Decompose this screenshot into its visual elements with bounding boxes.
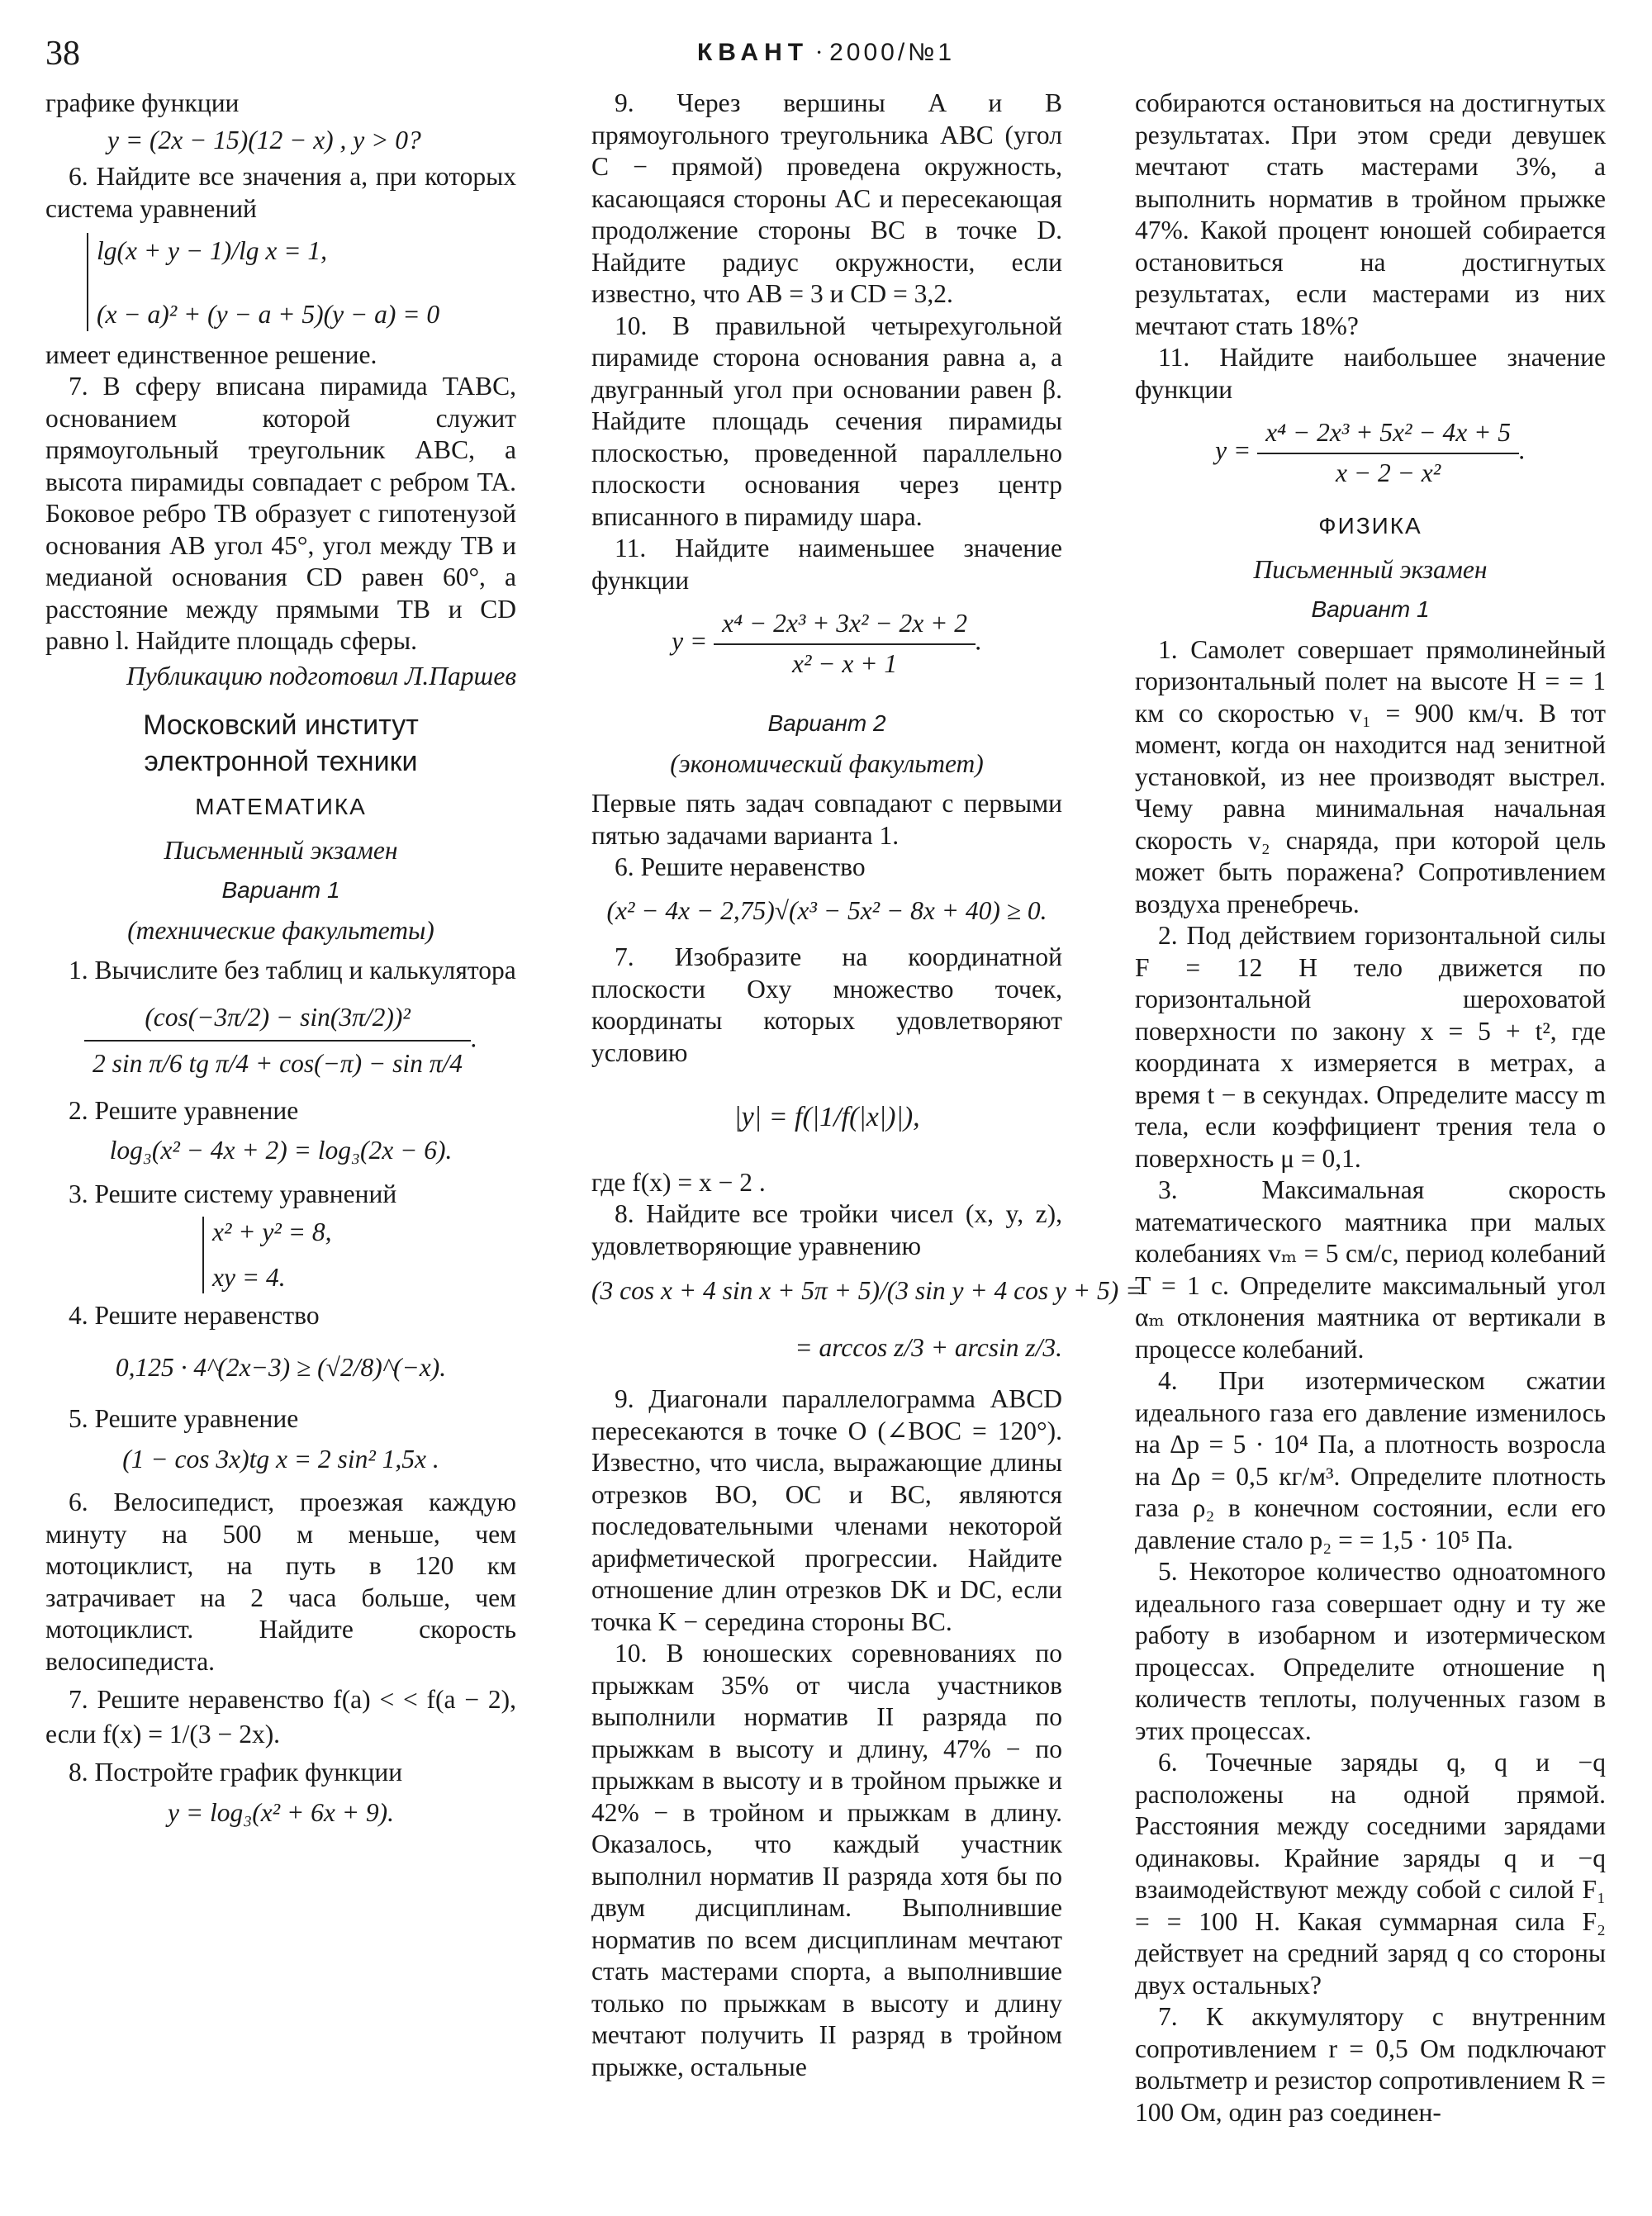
column-2 bbox=[591, 88, 1143, 2083]
variant-heading: Вариант 1 bbox=[221, 877, 340, 903]
numerator: x⁴ − 2x³ + 5x² − 4x + 5 bbox=[1257, 414, 1519, 454]
journal-name: КВАНТ bbox=[696, 39, 809, 66]
formula: (x² − 4x − 2,75)√(x³ − 5x² − 8x + 40) ≥ 0. bbox=[606, 895, 1047, 925]
column-3 bbox=[1135, 88, 1606, 2128]
text: Первые пять задач совпадают с первыми пятью задачами варианта 1. bbox=[591, 789, 1062, 850]
problem-6c: 6. Решите неравенство bbox=[615, 852, 866, 881]
journal-issue: 2000/№1 bbox=[829, 39, 956, 66]
exam-heading: Письменный экзамен bbox=[164, 835, 398, 865]
denominator: 2 sin π/6 tg π/4 + cos(−π) − sin π/4 bbox=[93, 1049, 463, 1078]
formula-system bbox=[202, 1217, 516, 1293]
problem-10: 10. В правильной четырехугольной пирамиде сторона основания равна a, а двугранный угол при основании равен β. Найдите площадь сечения пирамиды плоскостью, проведенной параллельно плоскости основания через центр вписанного в пирамиду шара. bbox=[591, 311, 1062, 531]
problem-9: 9. Через вершины A и B прямоугольного треугольника ABC (угол C − прямой) проведена окружность, касающаяся стороны AC и пересекающая продолжение стороны BC в точке D. Найдите радиус окружности, если известно, что AB = 3 и CD = 3,2. bbox=[591, 88, 1062, 308]
problem-9c: 9. Диагонали параллелограмма ABCD пересекаются в точке O (∠BOC = 120°). Известно, что числа, выражающие длины отрезков BO, OC и BC, являются последовательными членами некоторой арифметической прогрессии. Найдите отношение длин отрезков DK и DC, если точка K − середина стороны BC. bbox=[591, 1384, 1062, 1636]
denominator: x² − x + 1 bbox=[791, 648, 898, 678]
formula: log₃(x² − 4x + 2) = log₃(2x − 6). bbox=[109, 1136, 453, 1165]
problem-11d: 11. Найдите наибольшее значение функции bbox=[1135, 343, 1606, 404]
formula: xy = 4. bbox=[212, 1262, 286, 1292]
formula-fraction: $\frac{\text{(cos(−3π/2) − sin(3π/2))²}}{\text{2 sin π/6 tg π/4 + cos(−π) − sin π/4}}$ . bbox=[45, 995, 516, 1087]
text: графике функции bbox=[45, 88, 240, 117]
formula: (1 − cos 3x)tg x = 2 sin² 1,5x . bbox=[122, 1444, 439, 1473]
problem-4: 4. Решите неравенство bbox=[69, 1301, 320, 1330]
formula-system bbox=[87, 233, 516, 331]
physics-problem-6: 6. Точечные заряды q, q и −q расположены на одной прямой. Расстояния между соседними зарядами одинаковы. Крайние заряды q и −q взаимодействуют между собой с силой F₁ = = 100 Н. Какая суммарная сила F₂ действует на средний заряд q со стороны двух остальных? bbox=[1135, 1748, 1606, 2000]
formula: 0,125 · 4^(2x−3) ≥ (√2/8)^(−x). bbox=[115, 1352, 447, 1382]
denominator: x − 2 − x² bbox=[1335, 458, 1441, 487]
problem-6: 6. Найдите все значения a, при которых система уравнений bbox=[45, 162, 516, 223]
formula: (3 cos x + 4 sin x + 5π + 5)/(3 sin y + 4 cos y + 5) = bbox=[591, 1276, 1143, 1305]
formula-fraction: y = $\frac{\text{x⁴ − 2x³ + 3x² − 2x + 2}}{\text{x² − x + 1}}$ . bbox=[591, 605, 1062, 683]
physics-problem-5: 5. Некоторое количество одноатомного идеального газа совершает одну и ту же работу в изобарном и изотермическом процессах. Определите отношение η количеств теплоты, полученных газом в этих процессах. bbox=[1135, 1557, 1606, 1745]
numerator: x⁴ − 2x³ + 3x² − 2x + 2 bbox=[714, 605, 976, 645]
formula: lg(x + y − 1)/lg x = 1, bbox=[97, 236, 327, 265]
physics-problem-1: 1. Самолет совершает прямолинейный горизонтальный полет на высоте H = = 1 км со скоростью v₁ = 900 км/ч. В тот момент, когда он находится над зенитной установкой, из нее производят выстрел. Чему равна минимальная начальная скорость v₂ снаряда, при которой цель может быть поражена? Сопротивлением воздуха пренебречь. bbox=[1135, 634, 1606, 918]
problem-6b: 6. Велосипедист, проезжая каждую минуту на 500 м меньше, чем мотоциклист, на путь в 120 км затрачивает на 2 часа больше, чем мотоциклист. Найдите скорость велосипедиста. bbox=[45, 1488, 516, 1676]
problem-10c: 10. В юношеских соревнованиях по прыжкам 35% от числа участников выполнили норматив II разряда по прыжкам в высоту и длину, 47% − по прыжкам в высоту и в тройном прыжке и 42% − в тройном и прыжкам в длину. Оказалось, что каждый участник выполнил норматив II разряда хотя бы по двум дисциплинам. Выполнившие норматив по всем дисциплинам мечтают стать мастерами спорта, а выполнившие только по прыжкам в высоту и длину мечтают получить II разряд в тройном прыжке, остальные bbox=[591, 1639, 1062, 2081]
formula-fraction: y = $\frac{\text{x⁴ − 2x³ + 5x² − 4x + 5}}{\text{x − 2 − x²}}$ . bbox=[1135, 414, 1606, 492]
problem-11: 11. Найдите наименьшее значение функции bbox=[591, 534, 1062, 595]
text: собираются остановиться на достигнутых результатах. При этом среди девушек мечтают стать мастерами 3%, а выполнить норматив в тройном прыжке 47%. Какой процент юношей собирается остановиться на достигнутых результатах, если мастерами из них мечтают стать 18%? bbox=[1135, 88, 1606, 340]
formula: y = log₃(x² + 6x + 9). bbox=[168, 1797, 394, 1827]
text: где f(x) = x − 2 . bbox=[591, 1167, 766, 1197]
subject-heading: МАТЕМАТИКА bbox=[195, 794, 367, 819]
exam-heading: Письменный экзамен bbox=[1253, 554, 1488, 584]
institute-title bbox=[45, 707, 516, 780]
physics-problem-7: 7. К аккумулятору с внутренним сопротивлением r = 0,5 Ом подключают вольтметр и резистор сопротивлением R = 100 Ом, один раз соединен- bbox=[1135, 2002, 1606, 2127]
institute-line: электронной техники bbox=[144, 746, 418, 777]
credit: Публикацию подготовил Л.Паршев bbox=[126, 661, 516, 690]
formula: x² + y² = 8, bbox=[212, 1217, 332, 1246]
text: имеет единственное решение. bbox=[45, 339, 377, 369]
numerator: (cos(−3π/2) − sin(3π/2))² bbox=[84, 995, 471, 1042]
column-1 bbox=[45, 88, 516, 1837]
faculty-heading: (экономический факультет) bbox=[670, 748, 984, 778]
variant-heading: Вариант 1 bbox=[1311, 596, 1430, 622]
problem-2: 2. Решите уравнение bbox=[69, 1095, 299, 1125]
problem-8: 8. Постройте график функции bbox=[69, 1758, 403, 1787]
institute-line: Московский институт bbox=[143, 709, 419, 741]
formula: (x − a)² + (y − a + 5)(y − a) = 0 bbox=[97, 300, 440, 329]
problem-1: 1. Вычислите без таблиц и калькулятора bbox=[69, 956, 516, 985]
problem-8c: 8. Найдите все тройки чисел (x, y, z), удовлетворяющие уравнению bbox=[591, 1199, 1062, 1260]
problem-3: 3. Решите систему уравнений bbox=[69, 1179, 397, 1208]
formula: = arccos z/3 + arcsin z/3. bbox=[795, 1332, 1062, 1362]
formula: y = (2x − 15)(12 − x) , y > 0? bbox=[107, 125, 421, 154]
problem-7b: 7. Решите неравенство f(a) < < f(a − 2), если f(x) = 1/(3 − 2x). bbox=[45, 1685, 516, 1749]
problem-5: 5. Решите уравнение bbox=[69, 1404, 299, 1433]
page-number: 38 bbox=[45, 35, 80, 73]
physics-problem-2: 2. Под действием горизонтальной силы F = 12 Н тело движется по горизонтальной шероховатой поверхности по закону x = 5 + t², где координата x измеряется в метрах, а время t − в секундах. Определите массу m тела, если коэффициент трения тела о поверхность μ = 0,1. bbox=[1135, 921, 1606, 1173]
variant-heading: Вариант 2 bbox=[767, 710, 886, 736]
problem-7c: 7. Изобразите на координатной плоскости Oxy множество точек, координаты которых удовлетворяют условию bbox=[591, 942, 1062, 1067]
subject-heading: ФИЗИКА bbox=[1318, 513, 1422, 539]
physics-problem-4: 4. При изотермическом сжатии идеального газа его давление изменилось на Δp = 5 · 10⁴ Па, а плотность возросла на Δρ = 0,5 кг/м³. Определите плотность газа ρ₂ в конечном состоянии, если его давление стало p₂ = = 1,5 · 10⁵ Па. bbox=[1135, 1366, 1606, 1554]
faculty-heading: (технические факультеты) bbox=[127, 915, 434, 945]
journal-title: КВАНТ · 2000/№1 bbox=[696, 39, 956, 66]
page-header bbox=[0, 33, 1652, 74]
formula: |y| = f(|1/f(|x|)|), bbox=[733, 1102, 920, 1132]
physics-problem-3: 3. Максимальная скорость математического маятника при малых колебаниях vₘ = 5 см/с, период колебаний T = 1 с. Определите максимальный угол αₘ отклонения маятника от вертикали в процессе колебаний. bbox=[1135, 1175, 1606, 1364]
problem-7: 7. В сферу вписана пирамида TABC, основанием которой служит прямоугольный треугольник ABC, а высота пирамиды совпадает с ребром TA. Боковое ребро TB образует с гипотенузой основания AB угол 45°, угол между TB и медианой основания CD равен 60°, а расстояние между прямыми TB и CD равно l. Найдите площадь сферы. bbox=[45, 372, 516, 655]
